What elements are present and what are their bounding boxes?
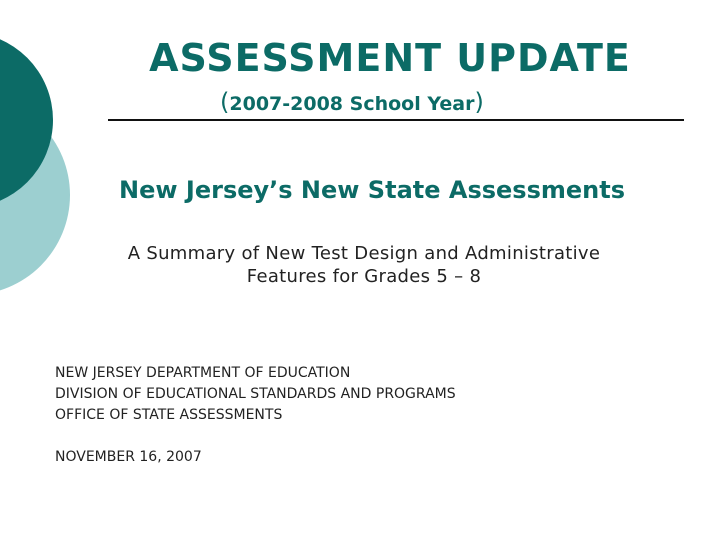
- summary-text: [64, 242, 664, 288]
- subtitle-text: 2007-2008 School Year: [229, 93, 475, 115]
- page-title: ASSESSMENT UPDATE: [149, 36, 631, 80]
- section-heading: New Jersey’s New State Assessments: [119, 176, 625, 204]
- subtitle-open-paren: (: [220, 88, 230, 116]
- organization-line: OFFICE OF STATE ASSESSMENTS: [55, 407, 283, 423]
- organization-list: [55, 363, 615, 426]
- organization-line: NEW JERSEY DEPARTMENT OF EDUCATION: [55, 365, 351, 381]
- subtitle-close-paren: ): [474, 88, 484, 116]
- title-divider: [108, 119, 684, 121]
- summary-line-1: A Summary of New Test Design and Administrative: [127, 243, 601, 264]
- organization-line: DIVISION OF EDUCATIONAL STANDARDS AND PROGRAMS: [55, 386, 456, 402]
- summary-line-2: Features for Grades 5 – 8: [246, 266, 482, 287]
- presentation-date: NOVEMBER 16, 2007: [55, 449, 202, 465]
